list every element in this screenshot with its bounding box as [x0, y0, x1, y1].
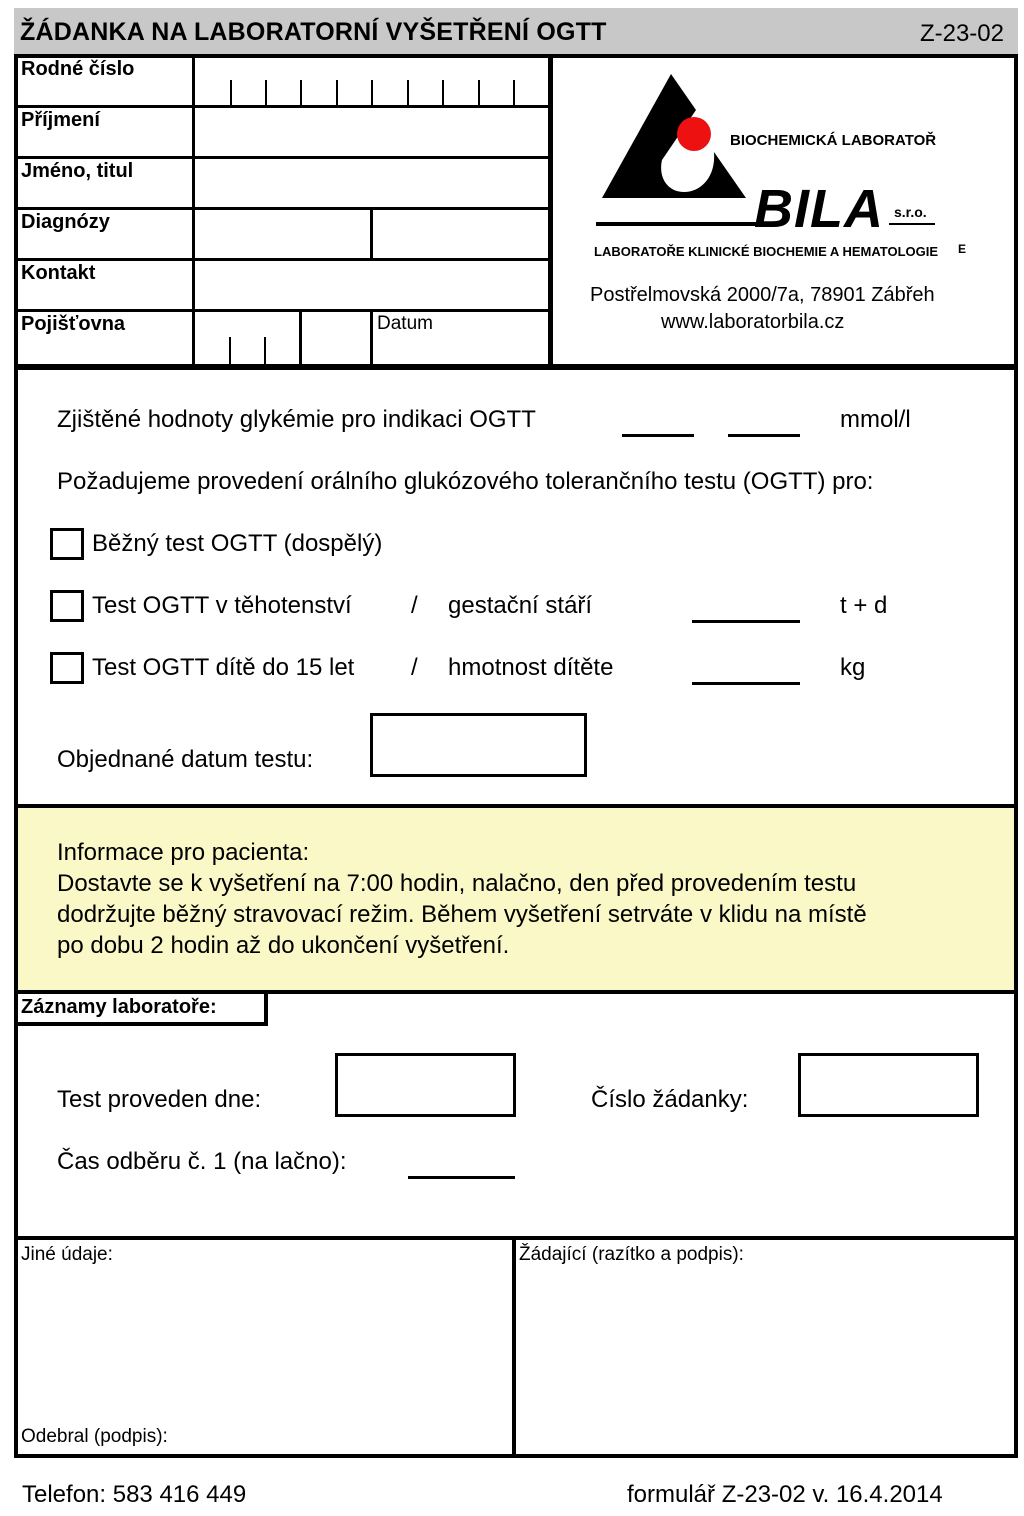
logo-suffix-underline: [889, 223, 935, 225]
patient-lab-divider: [548, 58, 553, 364]
contact-field[interactable]: [196, 263, 546, 308]
row-divider: [18, 105, 550, 108]
diagnoses-label: Diagnózy: [21, 211, 110, 233]
gestational-age-label: gestační stáří: [448, 592, 593, 619]
patient-info-box: [16, 806, 1014, 992]
glycemia-value-1[interactable]: [622, 434, 694, 437]
info-line-2: dodržujte běžný stravovací režim. Během vyšetření setrváte v klidu na místě: [57, 901, 867, 928]
row-divider: [18, 156, 550, 159]
option-child-checkbox[interactable]: [50, 652, 84, 684]
lab-logo: [556, 60, 1011, 360]
logo-top-text: BIOCHEMICKÁ LABORATOŘ: [730, 132, 937, 149]
row-divider: [18, 258, 550, 261]
insurance-extra-field[interactable]: [303, 313, 368, 365]
info-right-border: [1014, 804, 1018, 994]
row-divider: [18, 207, 550, 210]
lab-records-heading: Záznamy laboratoře:: [21, 996, 217, 1018]
info-heading: Informace pro pacienta:: [57, 839, 310, 866]
logo-mark: E: [958, 242, 967, 256]
info-left-border: [14, 804, 18, 994]
option-pregnancy-slash: /: [411, 592, 418, 619]
collected-by-label: Odebral (podpis):: [21, 1426, 168, 1447]
logo-sub-text: LABORATOŘE KLINICKÉ BIOCHEMIE A HEMATOLOGIE: [594, 244, 939, 259]
name-field[interactable]: [196, 161, 546, 206]
child-weight-unit: kg: [840, 654, 866, 681]
logo-suffix: s.r.o.: [894, 204, 927, 220]
option-child-slash: /: [411, 654, 418, 681]
row-divider: [18, 309, 550, 312]
lab-website: www.laboratorbila.cz: [661, 311, 845, 333]
glycemia-value-2[interactable]: [728, 434, 800, 437]
surname-label: Příjmení: [21, 109, 100, 131]
ordered-date-label: Objednané datum testu:: [57, 746, 314, 773]
contact-label: Kontakt: [21, 262, 96, 284]
insurance-label: Pojišťovna: [21, 313, 126, 335]
performed-date-field[interactable]: [335, 1053, 516, 1117]
insurance-split: [299, 310, 302, 366]
label-column-divider: [192, 58, 195, 364]
request-number-field[interactable]: [798, 1053, 979, 1117]
other-data-field[interactable]: [18, 1272, 510, 1420]
logo-brand: BILA: [754, 179, 884, 239]
birth-number-field[interactable]: [196, 60, 546, 104]
footer-phone: Telefon: 583 416 449: [22, 1481, 247, 1508]
ordered-date-field[interactable]: [370, 713, 587, 777]
request-number-label: Číslo žádanky:: [591, 1086, 749, 1113]
insurance-code-field[interactable]: [196, 313, 296, 365]
request-text: Požadujeme provedení orálního glukózového tolerančního testu (OGTT) pro:: [57, 468, 874, 495]
glycemia-unit: mmol/l: [840, 406, 911, 433]
requester-label: Žádající (razítko a podpis):: [519, 1244, 744, 1265]
diagnosis-field-1[interactable]: [196, 212, 368, 257]
info-top-border: [14, 804, 1018, 808]
lab-address: Postřelmovská 2000/7a, 78901 Zábřeh: [590, 284, 935, 306]
glycemia-text: Zjištěné hodnoty glykémie pro indikaci OGTT: [57, 406, 536, 433]
info-line-3: po dobu 2 hodin až do ukončení vyšetření.: [57, 932, 510, 959]
bottom-divider: [512, 1240, 516, 1454]
option-child-label: Test OGTT dítě do 15 let: [92, 654, 355, 681]
surname-field[interactable]: [196, 110, 546, 155]
option-pregnancy-checkbox[interactable]: [50, 590, 84, 622]
date-split: [370, 310, 373, 366]
gestational-age-field[interactable]: [692, 620, 800, 623]
info-line-1: Dostavte se k vyšetření na 7:00 hodin, nalačno, den před provedením testu: [57, 870, 857, 897]
diagnosis-field-2[interactable]: [374, 212, 546, 257]
name-label: Jméno, titul: [21, 160, 134, 182]
sample-time-label: Čas odběru č. 1 (na lačno):: [57, 1148, 347, 1175]
option-adult-label: Běžný test OGTT (dospělý): [92, 530, 383, 557]
form-title: ŽÁDANKA NA LABORATORNÍ VYŠETŘENÍ OGTT: [20, 18, 607, 46]
sample-time-field[interactable]: [408, 1176, 515, 1179]
performed-date-label: Test proveden dne:: [57, 1086, 262, 1113]
child-weight-field[interactable]: [692, 682, 800, 685]
option-adult-checkbox[interactable]: [50, 528, 84, 560]
date-field[interactable]: [374, 336, 546, 364]
form-code: Z-23-02: [919, 20, 1004, 47]
option-pregnancy-label: Test OGTT v těhotenství: [92, 592, 352, 619]
gestational-age-unit: t + d: [840, 592, 888, 619]
requester-signature-field[interactable]: [518, 1272, 1012, 1452]
birth-number-label: Rodné číslo: [21, 58, 135, 80]
diagnosis-split: [370, 208, 373, 260]
footer-form-version: formulář Z-23-02 v. 16.4.2014: [627, 1481, 943, 1508]
date-label: Datum: [377, 313, 433, 334]
other-data-label: Jiné údaje:: [21, 1244, 113, 1265]
child-weight-label: hmotnost dítěte: [448, 654, 614, 681]
bila-logo-icon: [596, 66, 766, 236]
